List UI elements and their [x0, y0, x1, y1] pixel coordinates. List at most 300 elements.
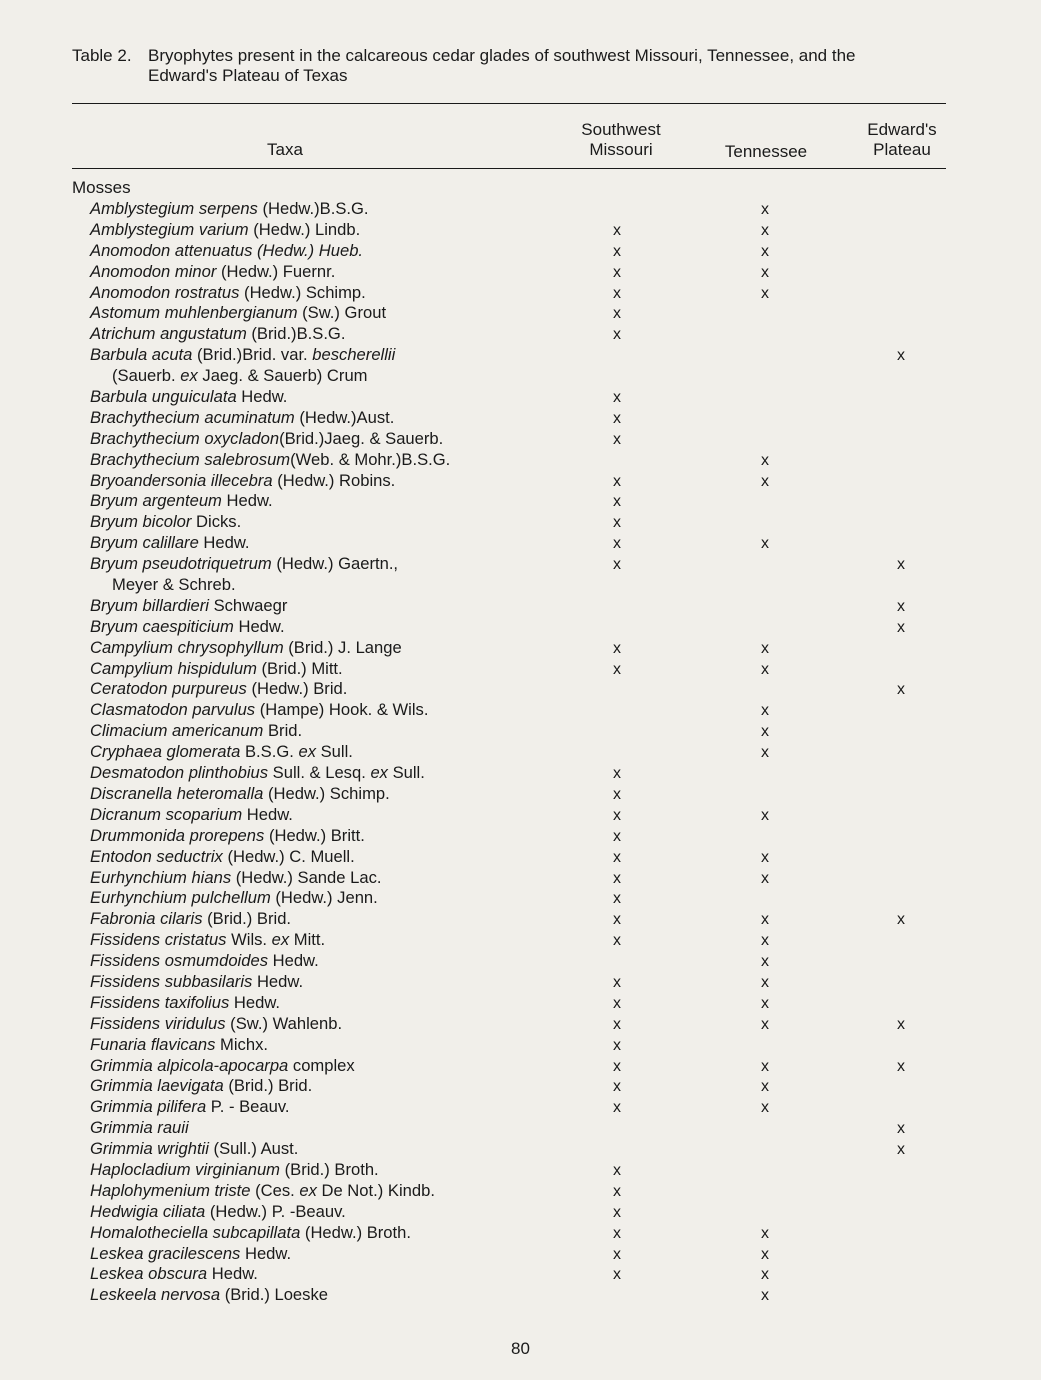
table-row — [0, 491, 1041, 512]
table-header-rule — [72, 168, 946, 169]
taxon-name — [90, 241, 363, 261]
taxon-name — [90, 617, 285, 637]
species-name: Fissidens viridulus — [90, 1013, 226, 1033]
table-row — [0, 283, 1041, 304]
species-name: Ceratodon purpureus — [90, 679, 247, 699]
presence-mark-tennessee: x — [761, 221, 769, 239]
taxon-name — [90, 1223, 411, 1243]
taxon-authority: Hedw. — [242, 804, 293, 824]
taxon-authority: Hedw. — [233, 616, 285, 636]
column-header-taxa: Taxa — [267, 140, 303, 159]
table-row — [0, 972, 1041, 993]
presence-mark-southwest-missouri: x — [613, 1078, 621, 1096]
species-name: Grimmia wrightii — [90, 1139, 209, 1159]
taxon-italic-part: ex — [271, 930, 290, 950]
table-row — [0, 408, 1041, 429]
taxon-name — [90, 1264, 258, 1284]
taxon-name — [90, 805, 293, 825]
table-row-continuation — [0, 575, 1041, 596]
presence-mark-southwest-missouri: x — [613, 1224, 621, 1242]
presence-mark-edwards-plateau: x — [897, 556, 905, 574]
presence-mark-tennessee: x — [761, 284, 769, 302]
presence-mark-southwest-missouri: x — [613, 263, 621, 281]
table-row — [0, 429, 1041, 450]
column-header-southwest-missouri — [558, 120, 684, 160]
taxon-name — [90, 387, 287, 407]
table-row — [0, 1285, 1041, 1306]
table-row — [0, 951, 1041, 972]
species-name: Fissidens osmumdoides — [90, 951, 268, 971]
table-row — [0, 324, 1041, 345]
taxon-authority: (Hedw.) Brid. — [246, 679, 348, 699]
taxon-authority: (Brid.) Loeske — [220, 1285, 328, 1305]
presence-mark-southwest-missouri: x — [613, 221, 621, 239]
taxon-authority: (Hedw.) P. -Beauv. — [205, 1201, 346, 1221]
species-name: Leskea obscura — [90, 1264, 208, 1284]
species-name: Amblystegium serpens — [90, 199, 258, 218]
taxon-name — [90, 1097, 290, 1117]
taxon-name — [90, 283, 366, 303]
species-name: Campylium hispidulum — [90, 658, 257, 678]
taxon-name — [90, 533, 250, 553]
taxon-authority-part: Sull. — [316, 742, 353, 762]
presence-mark-tennessee: x — [761, 1287, 769, 1305]
presence-mark-tennessee: x — [761, 848, 769, 866]
taxon-name — [90, 1285, 328, 1305]
presence-mark-tennessee: x — [761, 263, 769, 281]
taxon-name — [90, 450, 450, 470]
species-name: Fabronia cilaris — [90, 909, 203, 929]
table-row — [0, 450, 1041, 471]
presence-mark-tennessee: x — [761, 1245, 769, 1263]
taxon-name — [90, 868, 381, 888]
taxon-authority: (Web. & Mohr.)B.S.G. — [290, 449, 451, 469]
taxon-name — [90, 1076, 312, 1096]
taxon-authority: Hedw. — [229, 992, 280, 1012]
presence-mark-tennessee: x — [761, 723, 769, 741]
presence-mark-southwest-missouri: x — [613, 1245, 621, 1263]
table-row — [0, 1139, 1041, 1160]
presence-mark-tennessee: x — [761, 472, 769, 490]
taxon-authority: (Hedw.) Lindb. — [248, 219, 361, 239]
species-name: Campylium chrysophyllum — [90, 637, 284, 657]
species-name: Leskeela nervosa — [90, 1285, 221, 1305]
table-row — [0, 262, 1041, 283]
table-row — [0, 1097, 1041, 1118]
taxon-name — [112, 366, 368, 386]
taxon-authority: (Hampe) Hook. & Wils. — [255, 700, 429, 720]
taxon-name — [90, 930, 325, 950]
taxon-authority: B.S.G. — [240, 742, 299, 762]
table-row — [0, 1118, 1041, 1139]
taxon-authority: Hedw. — [268, 951, 319, 971]
species-name: Fissidens subbasilaris — [90, 971, 253, 991]
taxon-name — [90, 512, 241, 532]
species-name: Anomodon minor — [90, 261, 217, 281]
column-header-ep-line1: Edward's — [867, 120, 937, 139]
presence-mark-edwards-plateau: x — [897, 911, 905, 929]
table-row — [0, 721, 1041, 742]
presence-mark-edwards-plateau: x — [897, 1057, 905, 1075]
table-row — [0, 784, 1041, 805]
table-top-rule — [72, 103, 946, 104]
taxon-name — [90, 220, 360, 240]
presence-mark-tennessee: x — [761, 535, 769, 553]
species-name: Desmatodon plinthobius — [90, 763, 269, 783]
taxon-name — [90, 742, 353, 762]
table-body — [0, 199, 1041, 1306]
presence-mark-southwest-missouri: x — [613, 1036, 621, 1054]
taxon-name — [90, 1139, 298, 1159]
table-row — [0, 700, 1041, 721]
taxon-authority: (Hedw.) Schimp. — [239, 282, 366, 302]
table-row — [0, 241, 1041, 262]
taxon-authority: (Hedw.) Fuernr. — [216, 261, 336, 281]
taxon-name — [90, 262, 335, 282]
taxon-authority: (Hedw.) Gaertn., — [271, 554, 399, 574]
table-row — [0, 199, 1041, 220]
presence-mark-tennessee: x — [761, 660, 769, 678]
table-row — [0, 1223, 1041, 1244]
taxon-name — [90, 491, 273, 511]
taxon-name — [90, 1035, 268, 1055]
presence-mark-southwest-missouri: x — [613, 472, 621, 490]
presence-mark-southwest-missouri: x — [613, 827, 621, 845]
table-row — [0, 617, 1041, 638]
taxon-name — [90, 408, 394, 428]
taxon-authority: (Hedw.) Britt. — [264, 825, 365, 845]
presence-mark-southwest-missouri: x — [613, 1057, 621, 1075]
taxon-name — [90, 909, 291, 929]
species-name: Bryum argenteum — [90, 491, 222, 511]
taxon-authority: (Hedw.) Jenn. — [270, 888, 378, 908]
species-name: Discranella heteromalla — [90, 783, 264, 803]
taxon-authority: (Brid.) Mitt. — [256, 658, 343, 678]
species-name: Bryum calillare — [90, 533, 199, 553]
presence-mark-southwest-missouri: x — [613, 1161, 621, 1179]
table-row — [0, 659, 1041, 680]
table-row — [0, 993, 1041, 1014]
table-row — [0, 533, 1041, 554]
presence-mark-southwest-missouri: x — [613, 660, 621, 678]
table-row — [0, 554, 1041, 575]
taxon-name — [90, 471, 395, 491]
taxon-authority: (Hedw.) Broth. — [300, 1222, 411, 1242]
page-number: 80 — [511, 1339, 530, 1358]
table-row — [0, 679, 1041, 700]
presence-mark-tennessee: x — [761, 744, 769, 762]
column-header-swm-line1: Southwest — [581, 120, 661, 139]
species-name: Bryoandersonia illecebra — [90, 470, 273, 490]
presence-mark-southwest-missouri: x — [613, 493, 621, 511]
taxon-authority: Hedw. — [207, 1264, 258, 1284]
presence-mark-tennessee: x — [761, 994, 769, 1012]
species-name: Bryum bicolor — [90, 512, 192, 532]
species-name: Anomodon rostratus — [90, 282, 240, 302]
table-row — [0, 345, 1041, 366]
taxon-authority: Hedw. — [198, 533, 250, 553]
species-name: Dicranum scoparium — [90, 804, 243, 824]
table-row — [0, 303, 1041, 324]
taxon-authority: Brid. — [263, 721, 303, 741]
taxon-authority-part: Sull. — [387, 763, 425, 783]
species-name: Bryum pseudotriquetrum — [90, 554, 272, 574]
taxon-authority: (Hedw.) Sande Lac. — [231, 867, 382, 887]
species-name: Atrichum angustatum — [90, 324, 247, 344]
species-name: Brachythecium acuminatum — [90, 407, 295, 427]
taxon-name — [90, 554, 398, 574]
taxon-name — [90, 1202, 346, 1222]
taxon-authority: Dicks. — [191, 512, 242, 532]
taxon-name — [90, 826, 365, 846]
species-name: Grimmia pilifera — [90, 1097, 207, 1117]
presence-mark-edwards-plateau: x — [897, 347, 905, 365]
species-name: Haplohymenium triste — [90, 1180, 251, 1200]
species-name: Leskea gracilescens — [90, 1243, 241, 1263]
table-row — [0, 826, 1041, 847]
taxon-authority: (Brid.)Jaeg. & Sauerb. — [279, 428, 444, 448]
taxon-name — [90, 303, 386, 323]
presence-mark-southwest-missouri: x — [613, 932, 621, 950]
presence-mark-southwest-missouri: x — [613, 848, 621, 866]
presence-mark-southwest-missouri: x — [613, 973, 621, 991]
table-row — [0, 387, 1041, 408]
species-name: Hedwigia ciliata — [90, 1201, 206, 1221]
taxon-name — [90, 199, 369, 219]
presence-mark-southwest-missouri: x — [613, 869, 621, 887]
taxon-authority: (Hedw.)B.S.G. — [257, 199, 369, 218]
taxon-authority: Hedw. — [252, 971, 304, 991]
presence-mark-southwest-missouri: x — [613, 1015, 621, 1033]
species-name: Cryphaea glomerata — [90, 742, 241, 762]
species-name: Eurhynchium pulchellum — [90, 888, 271, 908]
presence-mark-tennessee: x — [761, 953, 769, 971]
table-row — [0, 1014, 1041, 1035]
table-row — [0, 805, 1041, 826]
taxon-name — [90, 847, 355, 867]
table-row — [0, 1181, 1041, 1202]
species-name: Eurhynchium hians — [90, 867, 232, 887]
taxon-name — [90, 721, 302, 741]
presence-mark-tennessee: x — [761, 242, 769, 260]
taxon-authority: (Hedw.) Schimp. — [263, 783, 390, 803]
species-name: Amblystegium varium — [90, 219, 249, 239]
taxon-authority: (Brid.) Broth. — [280, 1159, 379, 1179]
taxon-authority: (Brid.) J. Lange — [283, 637, 402, 657]
presence-mark-tennessee: x — [761, 1015, 769, 1033]
column-header-swm-line2: Missouri — [589, 140, 653, 159]
taxon-authority: Hedw. — [240, 1243, 292, 1263]
taxon-name — [90, 700, 428, 720]
taxon-authority: (Brid.)Brid. var. — [192, 345, 313, 365]
presence-mark-southwest-missouri: x — [613, 1266, 621, 1284]
species-name: Drummonida prorepens — [90, 825, 265, 845]
taxon-italic-part: ex — [298, 742, 316, 762]
taxon-italic-part: ex — [370, 763, 388, 783]
taxon-authority: Hedw. — [221, 491, 273, 511]
taxon-authority: Wils. — [226, 930, 272, 950]
presence-mark-edwards-plateau: x — [897, 1120, 905, 1138]
taxon-name — [90, 972, 303, 992]
column-header-ep-line2: Plateau — [873, 140, 931, 159]
taxon-authority: (Hedw.)Aust. — [294, 407, 395, 427]
species-name: Brachythecium oxycladon — [90, 428, 280, 448]
taxon-italic-part: ex — [299, 1180, 317, 1200]
taxon-authority: Michx. — [215, 1034, 268, 1054]
taxon-authority: Sull. & Lesq. — [268, 763, 371, 783]
presence-mark-southwest-missouri: x — [613, 1182, 621, 1200]
species-name: Climacium americanum — [90, 721, 264, 741]
table-row — [0, 763, 1041, 784]
species-name: Grimmia alpicola-apocarpa — [90, 1055, 289, 1075]
table-row — [0, 220, 1041, 241]
species-name: Grimmia laevigata — [90, 1076, 224, 1096]
species-name: Bryum caespiticium — [90, 616, 234, 636]
taxon-authority-part: De Not.) Kindb. — [316, 1180, 435, 1200]
presence-mark-southwest-missouri: x — [613, 765, 621, 783]
presence-mark-southwest-missouri: x — [613, 1099, 621, 1117]
taxon-authority: (Sauerb. — [112, 366, 181, 386]
presence-mark-southwest-missouri: x — [613, 409, 621, 427]
taxon-name — [90, 784, 390, 804]
table-row — [0, 888, 1041, 909]
species-name: Entodon seductrix — [90, 846, 223, 866]
presence-mark-southwest-missouri: x — [613, 1203, 621, 1221]
presence-mark-tennessee: x — [761, 1099, 769, 1117]
table-label: Table 2. — [72, 46, 132, 65]
taxon-authority: (Brid.) Brid. — [202, 909, 292, 929]
presence-mark-tennessee: x — [761, 639, 769, 657]
species-name: Clasmatodon parvulus — [90, 700, 256, 720]
species-name: Bryum billardieri — [90, 595, 209, 615]
table-row — [0, 742, 1041, 763]
presence-mark-tennessee: x — [761, 1057, 769, 1075]
table-row — [0, 512, 1041, 533]
taxon-name — [90, 659, 343, 679]
section-label-mosses: Mosses — [72, 178, 131, 197]
presence-mark-tennessee: x — [761, 932, 769, 950]
table-row — [0, 1244, 1041, 1265]
presence-mark-tennessee: x — [761, 1224, 769, 1242]
presence-mark-southwest-missouri: x — [613, 890, 621, 908]
taxon-italic-part: ex — [180, 366, 198, 386]
presence-mark-tennessee: x — [761, 1078, 769, 1096]
presence-mark-tennessee: x — [761, 1266, 769, 1284]
table-row — [0, 471, 1041, 492]
taxon-name — [112, 575, 236, 595]
table-caption — [72, 46, 972, 86]
taxon-authority: (Sw.) Wahlenb. — [225, 1013, 343, 1033]
table-row — [0, 596, 1041, 617]
species-name: Fissidens cristatus — [90, 930, 227, 950]
table-row — [0, 909, 1041, 930]
presence-mark-southwest-missouri: x — [613, 284, 621, 302]
species-name: Fissidens taxifolius — [90, 992, 230, 1012]
presence-mark-edwards-plateau: x — [897, 1141, 905, 1159]
presence-mark-southwest-missouri: x — [613, 785, 621, 803]
table-row — [0, 638, 1041, 659]
table-row — [0, 1160, 1041, 1181]
presence-mark-edwards-plateau: x — [897, 681, 905, 699]
presence-mark-southwest-missouri: x — [613, 556, 621, 574]
taxon-authority: (Hedw.) Robins. — [272, 470, 396, 490]
taxon-authority: (Ces. — [250, 1180, 300, 1200]
species-name: Barbula unguiculata — [90, 387, 237, 407]
taxon-name — [90, 763, 425, 783]
table-row — [0, 847, 1041, 868]
presence-mark-tennessee: x — [761, 201, 769, 218]
presence-mark-southwest-missouri: x — [613, 639, 621, 657]
taxon-name — [90, 888, 378, 908]
presence-mark-southwest-missouri: x — [613, 806, 621, 824]
table-row — [0, 1264, 1041, 1285]
caption-line-1: Bryophytes present in the calcareous cedar glades of southwest Missouri, Tennessee, and the — [148, 46, 856, 65]
taxon-authority: Meyer & Schreb. — [112, 575, 236, 595]
taxon-name — [90, 345, 395, 365]
presence-mark-edwards-plateau: x — [897, 597, 905, 615]
species-name: Brachythecium salebrosum — [90, 449, 291, 469]
taxon-name — [90, 1056, 355, 1076]
taxon-authority: (Brid.) Brid. — [223, 1076, 313, 1096]
species-name: Homalotheciella subcapillata — [90, 1222, 301, 1242]
presence-mark-edwards-plateau: x — [897, 618, 905, 636]
presence-mark-tennessee: x — [761, 973, 769, 991]
taxon-authority: complex — [288, 1055, 355, 1075]
table-row — [0, 1056, 1041, 1077]
taxon-italic-part: bescherellii — [312, 345, 396, 365]
species-name: Funaria flavicans — [90, 1034, 216, 1054]
presence-mark-tennessee: x — [761, 869, 769, 887]
caption-line-2: Edward's Plateau of Texas — [148, 66, 348, 85]
table-row-continuation — [0, 366, 1041, 387]
taxon-name — [90, 951, 319, 971]
taxon-name — [90, 1118, 189, 1138]
taxon-authority: Schwaegr — [208, 595, 288, 615]
taxon-name — [90, 1160, 379, 1180]
taxon-name — [90, 429, 443, 449]
table-row — [0, 1202, 1041, 1223]
presence-mark-southwest-missouri: x — [613, 514, 621, 532]
table-row — [0, 868, 1041, 889]
presence-mark-southwest-missouri: x — [613, 389, 621, 407]
taxon-name — [90, 1181, 435, 1201]
species-name: Anomodon attenuatus (Hedw.) Hueb. — [90, 240, 364, 260]
presence-mark-edwards-plateau: x — [897, 1015, 905, 1033]
taxon-name — [90, 324, 345, 344]
table-row — [0, 930, 1041, 951]
species-name: Astomum muhlenbergianum — [90, 303, 298, 323]
presence-mark-southwest-missouri: x — [613, 305, 621, 323]
table-row — [0, 1076, 1041, 1097]
taxon-name — [90, 638, 402, 658]
column-header-edwards-plateau — [846, 120, 958, 160]
taxon-name — [90, 993, 280, 1013]
taxon-authority: Hedw. — [236, 387, 288, 407]
presence-mark-southwest-missouri: x — [613, 535, 621, 553]
presence-mark-southwest-missouri: x — [613, 994, 621, 1012]
presence-mark-southwest-missouri: x — [613, 911, 621, 929]
taxon-authority-part: Jaeg. & Sauerb) Crum — [197, 366, 368, 386]
taxon-authority-part: Mitt. — [289, 930, 326, 950]
taxon-authority: (Sull.) Aust. — [208, 1139, 299, 1159]
taxon-authority: (Hedw.) C. Muell. — [222, 846, 355, 866]
taxon-name — [90, 1244, 291, 1264]
species-name: Haplocladium virginianum — [90, 1159, 280, 1179]
taxon-authority: (Brid.)B.S.G. — [246, 324, 346, 344]
presence-mark-tennessee: x — [761, 911, 769, 929]
presence-mark-tennessee: x — [761, 702, 769, 720]
presence-mark-tennessee: x — [761, 806, 769, 824]
